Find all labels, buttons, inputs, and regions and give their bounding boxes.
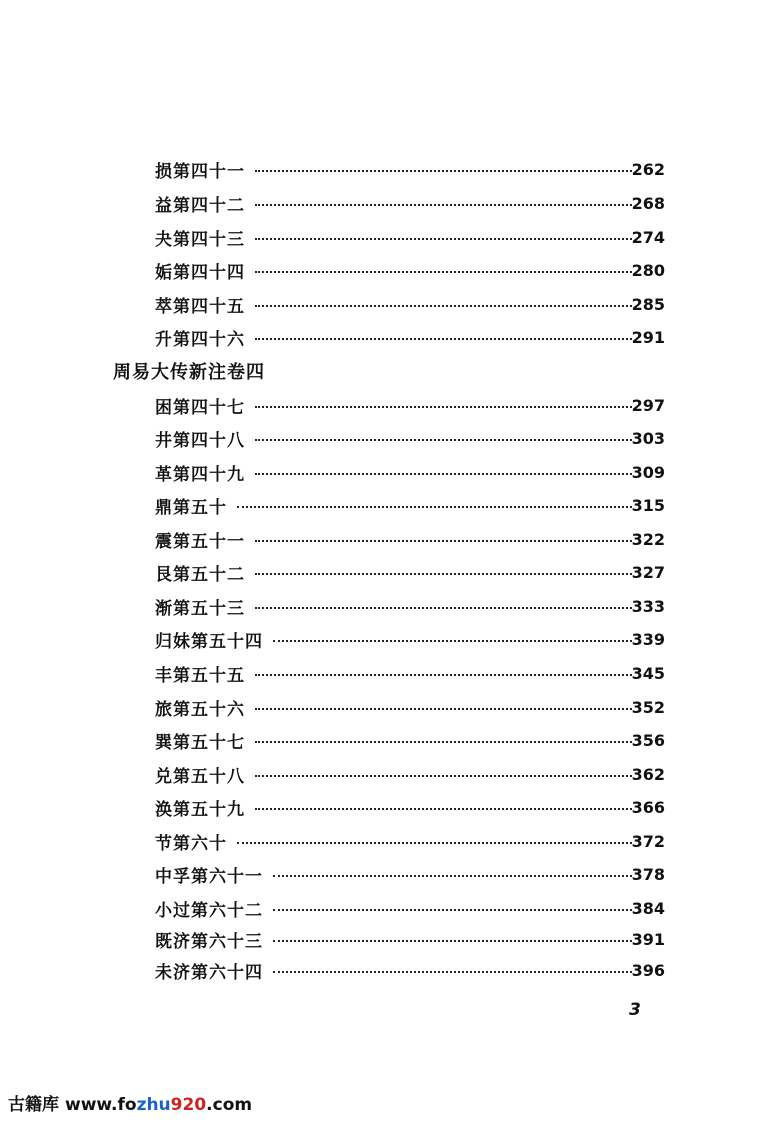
toc-entry-page: 384 bbox=[631, 898, 665, 918]
toc-entry-page: 322 bbox=[631, 529, 665, 549]
toc-entry-title: 震第五十一 bbox=[155, 531, 245, 552]
toc-entry-page: 366 bbox=[631, 797, 665, 817]
toc-entry-page: 268 bbox=[631, 193, 665, 213]
toc-entry-title: 既济第六十三 bbox=[155, 931, 263, 952]
dot-leader bbox=[255, 605, 632, 609]
toc-entry-title: 姤第四十四 bbox=[155, 262, 245, 283]
toc-entry bbox=[155, 624, 665, 654]
dot-leader bbox=[255, 202, 632, 206]
toc-entry-page: 303 bbox=[631, 428, 665, 448]
toc-entry bbox=[155, 692, 665, 722]
toc-entry-title: 萃第四十五 bbox=[155, 296, 245, 317]
dot-leader bbox=[255, 773, 632, 777]
toc-entry-page: 378 bbox=[631, 864, 665, 884]
toc-entry-page: 352 bbox=[631, 697, 665, 717]
toc-entry bbox=[155, 725, 665, 755]
toc-entry-page: 391 bbox=[631, 929, 665, 949]
dot-leader bbox=[255, 303, 632, 307]
toc-entry-title: 损第四十一 bbox=[155, 161, 245, 182]
toc-entry-page: 362 bbox=[631, 764, 665, 784]
watermark-footer bbox=[8, 1090, 252, 1115]
toc-entry bbox=[155, 759, 665, 789]
toc-entry-page: 262 bbox=[631, 159, 665, 179]
dot-leader bbox=[237, 504, 632, 508]
toc-entry bbox=[155, 255, 665, 285]
dot-leader bbox=[273, 969, 632, 973]
dot-leader bbox=[255, 404, 632, 408]
dot-leader bbox=[255, 706, 632, 710]
toc-entry-page: 309 bbox=[631, 462, 665, 482]
toc-entry-title: 益第四十二 bbox=[155, 195, 245, 216]
toc-entry bbox=[155, 390, 665, 420]
toc-entry-title: 未济第六十四 bbox=[155, 962, 263, 983]
toc-entry bbox=[155, 524, 665, 554]
toc-entry bbox=[155, 792, 665, 822]
toc-entry-title: 渐第五十三 bbox=[155, 598, 245, 619]
toc-entry-page: 345 bbox=[631, 663, 665, 683]
dot-leader bbox=[273, 938, 632, 942]
toc-entry-page: 285 bbox=[631, 294, 665, 314]
toc-entry bbox=[155, 322, 665, 352]
toc-entry bbox=[155, 591, 665, 621]
watermark-label: 古籍库 bbox=[8, 1095, 59, 1115]
toc-entry-title: 鼎第五十 bbox=[155, 497, 227, 518]
toc-entry-title: 革第四十九 bbox=[155, 464, 245, 485]
toc-entry-title: 中孚第六十一 bbox=[155, 866, 263, 887]
dot-leader bbox=[255, 336, 632, 340]
toc-entry bbox=[155, 893, 665, 923]
toc-entry bbox=[155, 924, 665, 954]
dot-leader bbox=[255, 437, 632, 441]
toc-entry-page: 315 bbox=[631, 495, 665, 515]
toc-entry-title: 小过第六十二 bbox=[155, 900, 263, 921]
toc-entry-title: 涣第五十九 bbox=[155, 799, 245, 820]
toc-entry-title: 夬第四十三 bbox=[155, 229, 245, 250]
toc-entry bbox=[155, 188, 665, 218]
page-number: 3 bbox=[629, 1000, 641, 1020]
toc-entry bbox=[155, 859, 665, 889]
dot-leader bbox=[255, 739, 632, 743]
watermark-url-part: www.fo bbox=[65, 1095, 137, 1115]
toc-entry-title: 巽第五十七 bbox=[155, 732, 245, 753]
toc-entry-title: 艮第五十二 bbox=[155, 564, 245, 585]
toc-entry bbox=[155, 557, 665, 587]
dot-leader bbox=[255, 538, 632, 542]
toc-entry-page: 327 bbox=[631, 562, 665, 582]
toc-entry-title: 节第六十 bbox=[155, 833, 227, 854]
toc-entry-title: 归妹第五十四 bbox=[155, 631, 263, 652]
dot-leader bbox=[273, 907, 632, 911]
toc-entry-page: 291 bbox=[631, 327, 665, 347]
toc-entry bbox=[155, 658, 665, 688]
dot-leader bbox=[255, 236, 632, 240]
dot-leader bbox=[255, 269, 632, 273]
toc-entry-title: 困第四十七 bbox=[155, 397, 245, 418]
dot-leader bbox=[255, 571, 632, 575]
watermark-url-part: 920 bbox=[170, 1095, 207, 1115]
toc-entry-page: 339 bbox=[631, 629, 665, 649]
toc-entry-page: 356 bbox=[631, 730, 665, 750]
toc-entry bbox=[155, 289, 665, 319]
toc-entry bbox=[155, 826, 665, 856]
dot-leader bbox=[273, 638, 632, 642]
watermark-url-part: .com bbox=[206, 1095, 253, 1115]
toc-entry bbox=[155, 955, 665, 985]
toc-entry bbox=[155, 490, 665, 520]
toc-entry-page: 297 bbox=[631, 395, 665, 415]
dot-leader bbox=[255, 672, 632, 676]
toc-entry-title: 旅第五十六 bbox=[155, 699, 245, 720]
toc-entry bbox=[155, 154, 665, 184]
section-title: 周易大传新注卷四 bbox=[113, 362, 265, 383]
watermark-url-part: zhu bbox=[136, 1095, 171, 1115]
dot-leader bbox=[255, 806, 632, 810]
toc-entry-title: 升第四十六 bbox=[155, 329, 245, 350]
dot-leader bbox=[237, 840, 632, 844]
toc-entry-page: 274 bbox=[631, 227, 665, 247]
toc-entry bbox=[155, 423, 665, 453]
toc-entry bbox=[155, 222, 665, 252]
toc-entry-title: 井第四十八 bbox=[155, 430, 245, 451]
dot-leader bbox=[255, 471, 632, 475]
toc-entry-page: 280 bbox=[631, 260, 665, 280]
toc-entry-title: 兑第五十八 bbox=[155, 766, 245, 787]
dot-leader bbox=[255, 168, 632, 172]
toc-entry-title: 丰第五十五 bbox=[155, 665, 245, 686]
toc-entry-page: 333 bbox=[631, 596, 665, 616]
toc-entry-page: 396 bbox=[631, 960, 665, 980]
toc-entry bbox=[155, 457, 665, 487]
dot-leader bbox=[273, 873, 632, 877]
toc-entry-page: 372 bbox=[631, 831, 665, 851]
